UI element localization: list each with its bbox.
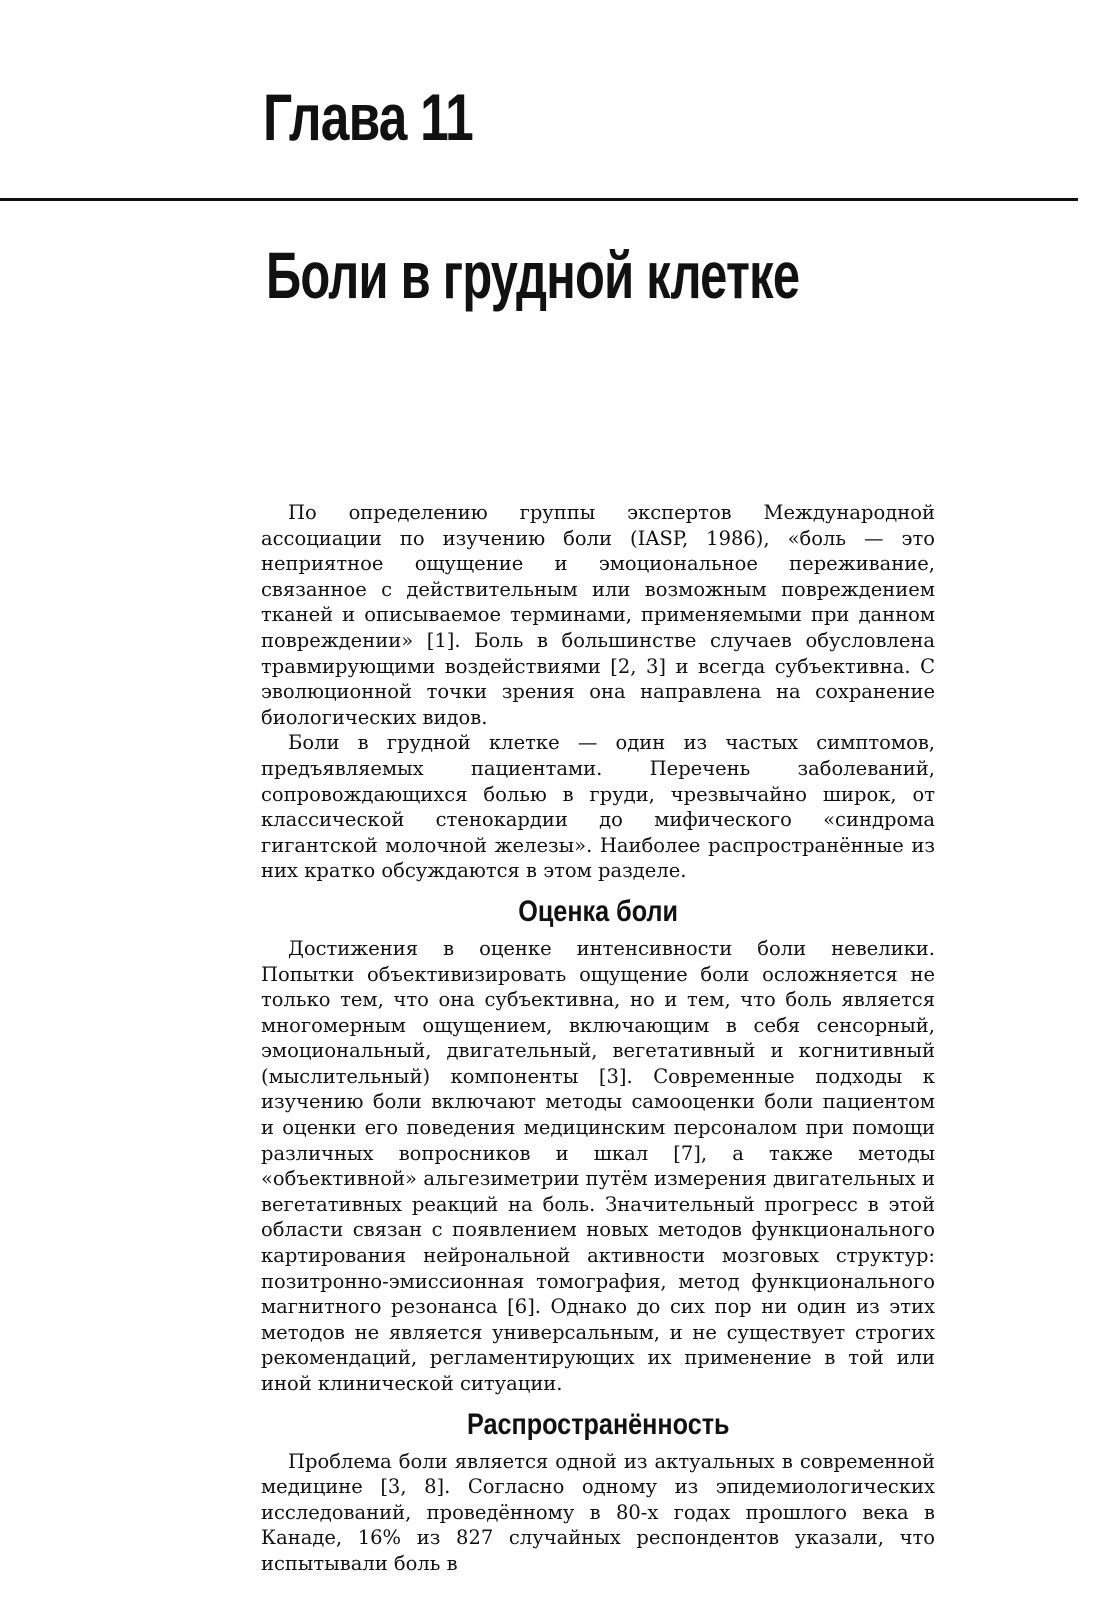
body-text <box>261 500 935 1577</box>
paragraph: По определению группы экспертов Международной ассоциации по изучению боли (IASP, 1986), «боль — это неприятное ощущение и эмоциональное переживание, связанное с действительным или возможным повреждением тканей и описываемое терминами, применяемыми при данном повреждении» [1]. Боль в большинстве случаев обусловлена травмирующими воздействиями [2, 3] и всегда субъективна. С эволюционной точки зрения она направлена на сохранение биологических видов. <box>261 501 935 729</box>
section-heading <box>261 1407 935 1443</box>
section-heading-text: Оценка боли <box>518 894 678 928</box>
chapter-title: Боли в грудной клетке <box>266 238 800 312</box>
paragraph: Достижения в оценке интенсивности боли невелики. Попытки объективизировать ощущение боли осложняется не только тем, что она субъективна, но и тем, что боль является многомерным ощущением, включающим в себя сенсорный, эмоциональный, двигательный, вегетативный и когнитивный (мыслительный) компоненты [3]. Современные подходы к изучению боли включают методы самооценки боли пациентом и оценки его поведения медицинским персоналом при помощи различных вопросников и шкал [7], а также методы «объективной» альгезиметрии путём измерения двигательных и вегетативных реакций на боль. Значительный прогресс в этой области связан с появлением новых методов функционального картирования нейрональной активности мозговых структур: позитронно-эмиссионная томография, метод функционального магнитного резонанса [6]. Однако до сих пор ни один из этих методов не является универсальным, и не существует строгих рекомендаций, регламентирующих их применение в той или иной клинической ситуации. <box>261 936 935 1395</box>
chapter-label: Глава 11 <box>263 80 474 154</box>
section-heading-text: Распространённость <box>466 1407 730 1441</box>
paragraph: Боли в грудной клетке — один из частых симптомов, предъявляемых пациентами. Перечень заболеваний, сопровождающихся болью в груди, чрезвычайно широк, от классической стенокардии до мифического «синдрома гигантской молочной железы». Наиболее распространённые из них кратко обсуждаются в этом разделе. <box>261 731 935 883</box>
chapter-divider <box>0 198 1078 201</box>
section-heading <box>261 894 935 930</box>
paragraph: Проблема боли является одной из актуальных в современной медицине [3, 8]. Согласно одному из эпидемиологических исследований, проведённому в 80-х годах прошлого века в Канаде, 16% из 827 случайных респондентов указали, что испытывали боль в <box>261 1449 935 1575</box>
